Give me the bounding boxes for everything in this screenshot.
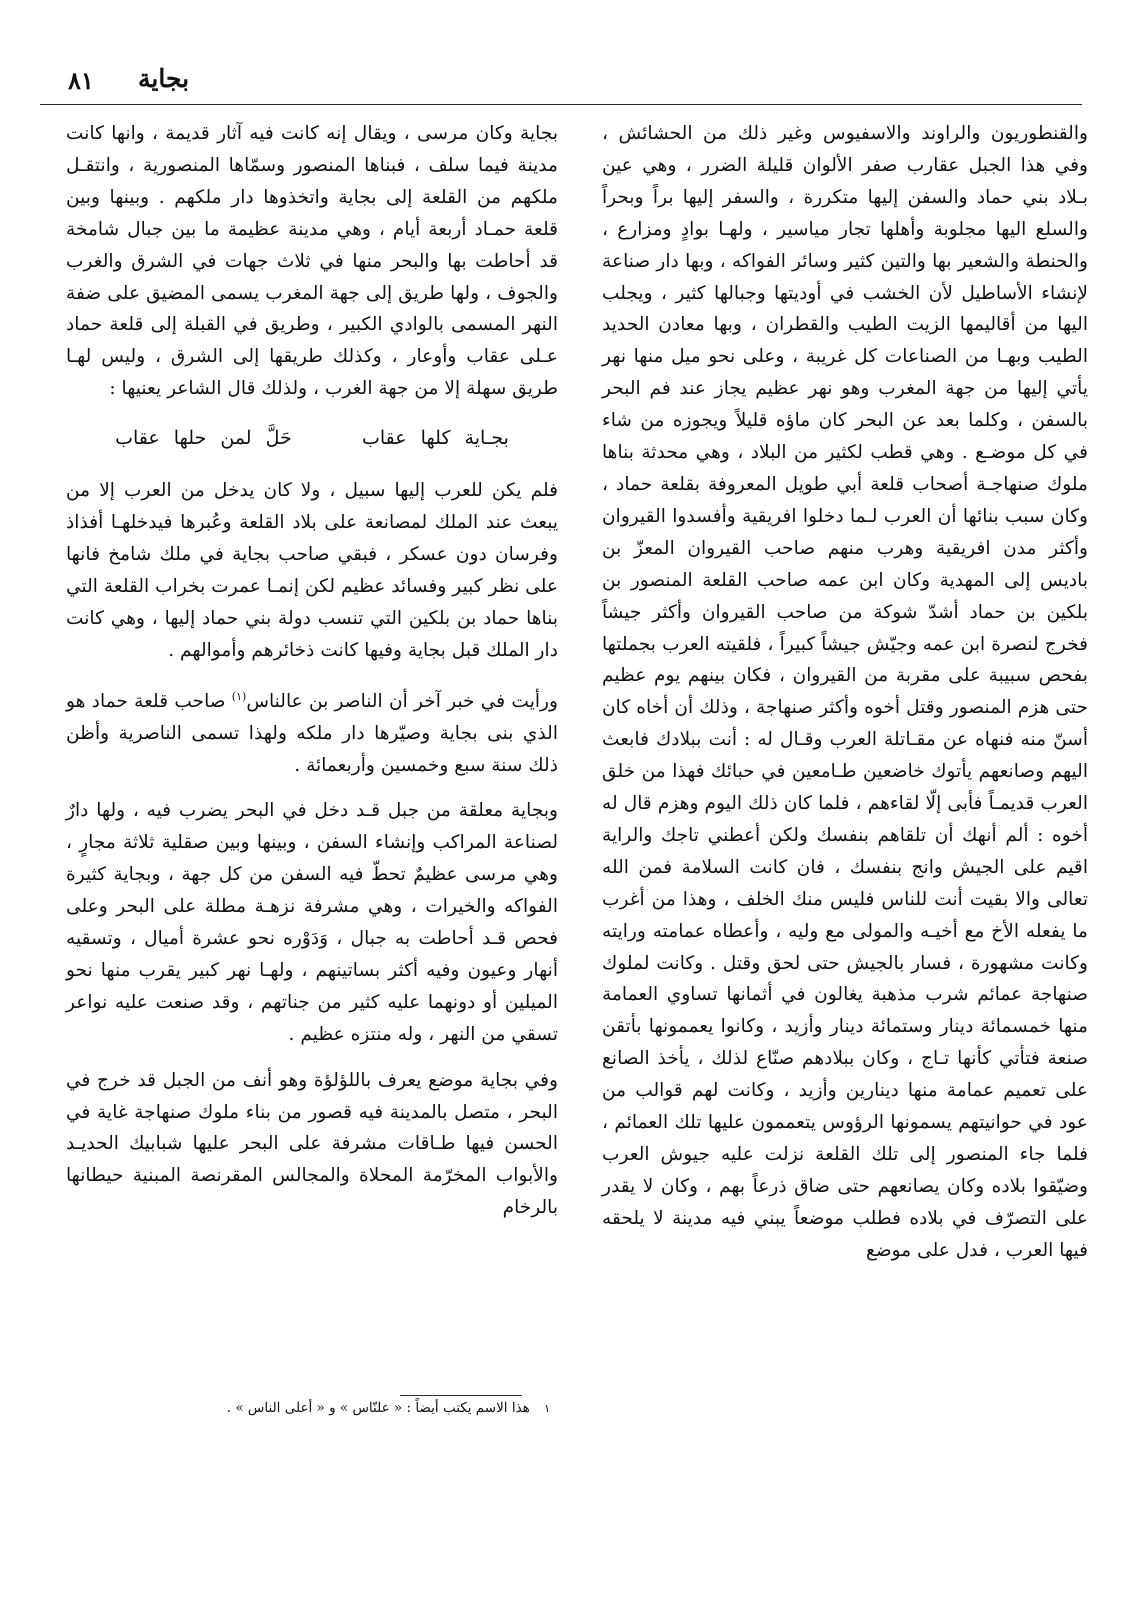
paragraph: فلم يكن للعرب إليها سبيل ، ولا كان يدخل من العرب إلا من يبعث عند الملك لمصانعة على بلاد القلعة وعُبرها فيدخلهـا أفذاذ وفرسان دون عسكر ، فبقي صاحب بجاية في ملك شامخ فانها على نظر كبير وفسائد عظيم لكن إنمـا عمرت بخراب القلعة التي بناها حماد بن بلكين التي تنسب دولة بني حماد إليها ، وهي كانت دار الملك قبل بجاية وفيها كانت ذخائرهم وأموالهم . (66, 480, 558, 661)
paragraph: وبجاية معلقة من جبل قـد دخل في البحر يضرب فيه ، ولها دارٌ لصناعة المراكب وإنشاء السفن ، وبينها وبين صقلية ثلاثة مجارٍ ، وهي مرسى عظيمٌ تحطّ فيه السفن من كل جهة ، وبجاية كثيرة الفواكه والخيرات ، وهي مشرفة نزهـة مطلة على البحر وعلى فحص قـد أحاطت به جبال ، وَدَوْره نحو عشرة أميال ، وتسقيه أنهار وعيون وفيه أكثر بساتينهم ، ولهـا نهر كبير يقرب منها نحو الميلين أو دونهما عليه كثير من جناتهم ، وقد صنعت عليه نواعر تسقي من النهر ، وله منتزه عظيم . (66, 800, 558, 1045)
footnote-marker: (١) (231, 689, 247, 703)
paragraph: بجاية وكان مرسى ، ويقال إنه كانت فيه آثار قديمة ، وانها كانت مدينة فيما سلف ، فبناها المنصور وسمّاها المنصورية ، وانتقـل ملكهم من القلعة إلى بجاية واتخذوها دار ملكهم . وبينها وبين قلعة حمـاد أربعة أيام ، وهي مدينة عظيمة ما بين جبال شامخة قد أحاطت بها والبحر منها في ثلاث جهات في الشرق والغرب والجوف ، ولها طريق إلى جهة المغرب يسمى المضيق على ضفة النهر المسمى بالوادي الكبير ، وطريق في القبلة إلى قلعة حماد عـلى عقاب وأوعار ، وكذلك طريقها إلى الشرق ، وليس لهـا طريق سهلة إلا من جهة الغرب ، ولذلك قال الشاعر يعنيها : (66, 123, 558, 400)
paragraph (66, 681, 558, 782)
paragraph-text: ورأيت في خبر آخر أن الناصر بن عالناس (246, 690, 558, 712)
left-column (66, 118, 558, 1224)
verse (66, 423, 558, 455)
verse-hemistich-first: بجـاية كلها عقاب (361, 427, 509, 450)
verse-hemistich-second: حَلَّ لمن حلها عقاب (115, 427, 292, 450)
paragraph: وفي بجاية موضع يعرف باللؤلؤة وهو أنف من الجبل قد خرج في البحر ، متصل بالمدينة فيه قصور من بناء ملوك صنهاجة غاية في الحسن فيها طـاقات مشرفة على البحر عليها شبابيك الحديـد والأبواب المخرّمة المحلاة والمجالس المقرنصة المبنية حيطانها بالرخام (66, 1069, 558, 1219)
right-column (602, 118, 1088, 1267)
page-number: ٨١ (68, 66, 94, 95)
paragraph: والقنطوريون والراوند والاسفيوس وغير ذلك من الحشائش ، وفي هذا الجبل عقارب صفر الألوان قليلة الضرر ، وهي عين بـلاد بني حماد والسفن إليها متكررة ، والسفر إليها براً وبحراً والسلع اليها مجلوبة وأهلها تجار مياسير ، ولهـا بوادٍ ومزارع ، والحنطة والشعير بها والتين كثير وسائر الفواكه ، وبها دار صناعة لإنشاء الأساطيل لأن الخشب في أوديتها وجبالها كثير ، ويجلب اليها من أقاليمها الزيت الطيب والقطران ، وبها معادن الحديد الطيب وبهـا من الصناعات كل غريبة ، وعلى نحو ميل منها نهر يأتي إليها من جهة المغرب وهو نهر عظيم يجاز عند فم البحر بالسفن ، وكلما بعد عن البحر كان ماؤه قليلاً ويجوزه من شاء في كل موضـع . وهي قطب لكثير من البلاد ، وهي محدثة بناها ملوك صنهاجـة أصحاب قلعة أبي طويل المعروفة بقلعة حماد ، وكان سبب بنائها أن العرب لـما دخلوا افريقية وأفسدوا القيروان وأكثر مدن افريقية وهرب منهم صاحب القيروان المعزّ بن باديس إلى المهدية وكان ابن عمه صاحب القلعة المنصور بن بلكين بن حماد أشدّ شوكة من صاحب القيروان وأكثر جيشاً فخرج لنصرة ابن عمه وجيّش جيشاً كبيراً ، فلقيته العرب بجملتها بفحص سبيبة على مقربة من القيروان ، فكان بينهم يوم عظيم حتى هزم المنصور وقتل أخوه وأكثر صنهاجة ، وذلك أن أخاه كان أسنّ منه فنهاه عن مقـاتلة العرب وقـال له : أنت ببلادك فابعث اليهم وصانعهم يأتوك خاضعين طـامعين في حبائك فهذا من خلق العرب قديمـاً فأبى إلّا لقاءهم ، فلما كان ذلك اليوم وهزم قال له أخوه : ألم أنهك أن تلقاهم بنفسك ولكن أعطني تاجك والراية اقيم على الجيش وانج بنفسك ، فان كانت السلامة فمن الله تعالى والا بقيت أنت للناس فليس منك الخلف ، وهذا من أغرب ما يفعله الأخ مع أخيـه والمولى مع وليه ، وأعطاه عمامته ورايته وكانت مشهورة ، فسار بالجيش حتى لحق وقتل . وكانت لملوك صنهاجة عمائم شرب مذهبة يغالون في أثمانها تساوي العمامة منها خمسمائة دينار وستمائة دينار وأزيد ، وكانوا يعممونها بأتقن صنعة فتأتي كأنها تـاج ، وكان ببلادهم صنّاع لذلك ، يأخذ الصانع على تعميم عمامة منها دينارين وأزيد ، وكانت لهم قوالب من عود في حوانيتهم يسمونها الرؤوس يتعممون عليها تلك العمائم ، فلما جاء المنصور إلى تلك القلعة نزلت عليه جيوش العرب وضيّقوا بلاده وكان يصانعهم حتى ضاق ذرعاً بهم ، وكان لا يقدر على التصرّف في بلاده فطلب موضعاً يبني فيه مدينة لا يلحقه فيها العرب ، فدل على موضع (602, 123, 1088, 1261)
page-header (40, 64, 1082, 105)
footnote (60, 1400, 550, 1416)
footnote-number: ١ (544, 1402, 550, 1415)
paragraph-text: صاحب قلعة حماد هو الذي بنى بجاية وصيّرها دار ملكه ولهذا تسمى الناصرية وأظن ذلك سنة سبع وخمسين وأربعمائة . (66, 690, 558, 776)
running-title: بجاية (138, 64, 190, 93)
footnote-divider (400, 1395, 522, 1396)
footnote-text: هذا الاسم يكتب أيضاً : « علنّاس » و « أعلى الناس » . (226, 1400, 530, 1416)
